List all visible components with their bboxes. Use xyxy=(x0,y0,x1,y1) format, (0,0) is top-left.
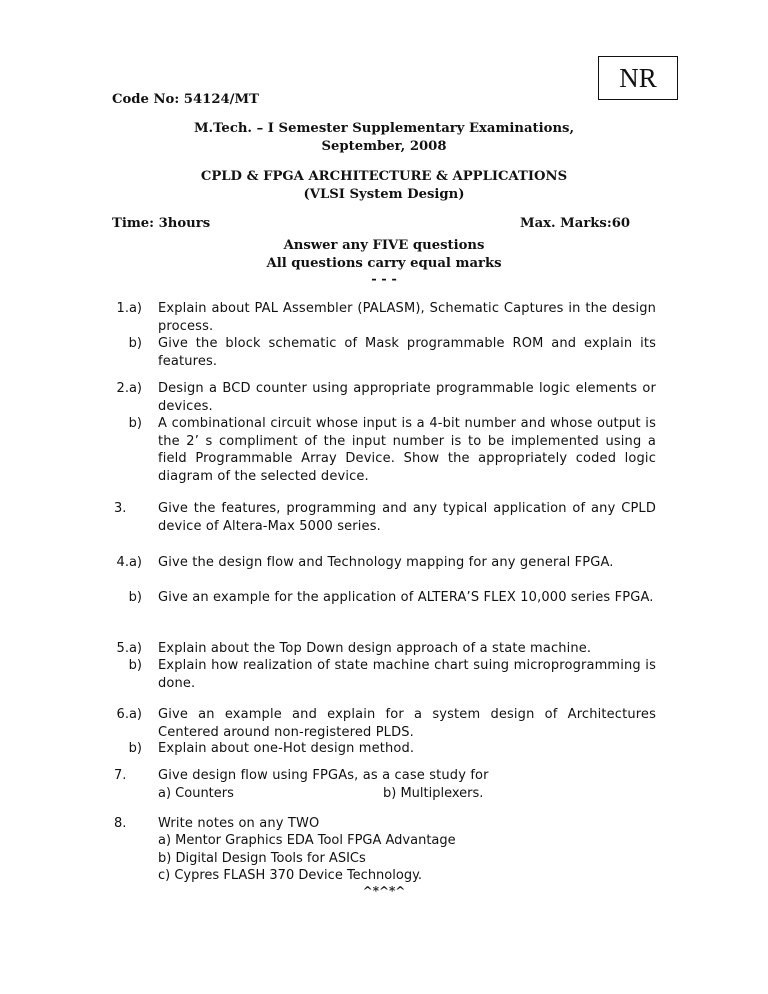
max-marks: Max. Marks:60 xyxy=(520,216,631,231)
question-text: Explain about PAL Assembler (PALASM), Schematic Captures in the design process. xyxy=(158,301,656,334)
question-text: Give the block schematic of Mask programmable ROM and explain its features. xyxy=(158,336,656,369)
question-label: b) xyxy=(128,336,142,351)
question-text: Give design flow using FPGAs, as a case study for xyxy=(158,768,489,783)
branch-title: (VLSI System Design) xyxy=(303,187,465,202)
question-text: Design a BCD counter using appropriate programmable logic elements or devices. xyxy=(158,381,656,414)
code-number: Code No: 54124/MT xyxy=(112,92,259,107)
question-text: Explain about one-Hot design method. xyxy=(158,741,415,756)
end-mark: ^*^*^ xyxy=(362,884,406,898)
q7-option-b: b) Multiplexers. xyxy=(383,786,484,801)
q8-option-c: c) Cypres FLASH 370 Device Technology. xyxy=(158,868,423,883)
question-text: A combinational circuit whose input is a 4-bit number and whose output is the 2’ s compliment of the input number is to be implemented using a field Programmable Array Device. Show the appropriately coded logic diagram of the selected device. xyxy=(158,416,656,484)
question-label: 2.a) xyxy=(116,381,142,396)
question-label: 6.a) xyxy=(116,707,142,722)
instruction-answer-five: Answer any FIVE questions xyxy=(283,238,485,253)
q7-option-a: a) Counters xyxy=(158,786,234,801)
q8-option-a: a) Mentor Graphics EDA Tool FPGA Advantage xyxy=(158,833,456,848)
question-label: 1.a) xyxy=(116,301,142,316)
question-label: b) xyxy=(128,658,142,673)
question-label: b) xyxy=(128,741,142,756)
question-label: 5.a) xyxy=(116,641,142,656)
question-text: Give the features, programming and any typical application of any CPLD device of Altera-Max 5000 series. xyxy=(158,501,656,534)
question-text: Give an example for the application of ALTERA’S FLEX 10,000 series FPGA. xyxy=(158,590,654,605)
question-label: 8. xyxy=(114,816,127,831)
instruction-equal-marks: All questions carry equal marks xyxy=(266,256,502,271)
question-label: b) xyxy=(128,590,142,605)
question-text: Give an example and explain for a system design of Architectures Centered around non-registered PLDS. xyxy=(158,707,656,740)
question-text: Give the design flow and Technology mapping for any general FPGA. xyxy=(158,555,614,570)
nr-box: NR xyxy=(598,56,678,100)
question-text: Explain about the Top Down design approach of a state machine. xyxy=(158,641,592,656)
separator: - - - xyxy=(371,272,397,287)
subject-title: CPLD & FPGA ARCHITECTURE & APPLICATIONS xyxy=(200,169,568,184)
question-label: b) xyxy=(128,416,142,431)
question-text: Write notes on any TWO xyxy=(158,816,320,831)
question-label: 7. xyxy=(114,768,127,783)
exam-title-line2: September, 2008 xyxy=(321,139,447,154)
question-label: 4.a) xyxy=(116,555,142,570)
exam-title-line1: M.Tech. – I Semester Supplementary Examinations, xyxy=(193,121,575,136)
q8-option-b: b) Digital Design Tools for ASICs xyxy=(158,851,366,866)
question-text: Explain how realization of state machine chart suing microprogramming is done. xyxy=(158,658,656,691)
question-label: 3. xyxy=(114,501,127,516)
time-allowed: Time: 3hours xyxy=(112,216,211,231)
